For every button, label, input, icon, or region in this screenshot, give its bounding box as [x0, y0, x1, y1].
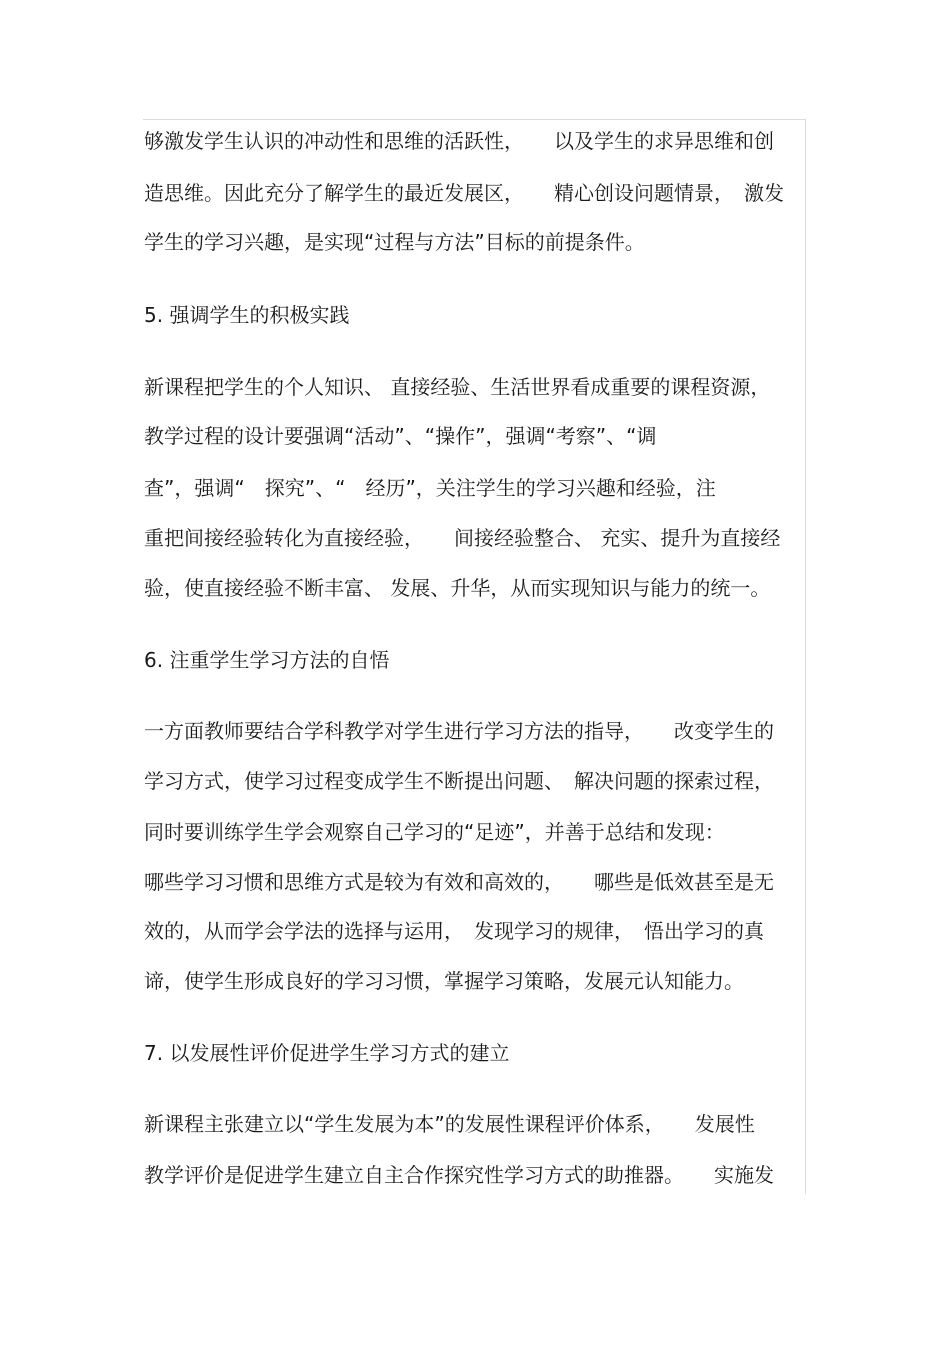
paragraph-line: 新课程主张建立以“学生发展为本”的发展性课程评价体系， 发展性 [144, 1112, 755, 1136]
paragraph-line: 哪些学习习惯和思维方式是较为有效和高效的， 哪些是低效甚至是无 [144, 870, 774, 894]
paragraph-line: 教学过程的设计要强调“活动”、“操作”，强调“考察”、“调 [144, 424, 657, 448]
section-heading-5: 5. 强调学生的积极实践 [144, 303, 350, 327]
paragraph-line: 同时要训练学生学会观察自己学习的“足迹”，并善于总结和发现： [144, 820, 725, 844]
paragraph-line: 一方面教师要结合学科教学对学生进行学习方法的指导， 改变学生的 [144, 719, 774, 743]
paragraph-line: 效的，从而学会学法的选择与运用， 发现学习的规律， 悟出学习的真 [144, 919, 764, 943]
paragraph-line: 谛，使学生形成良好的学习习惯，掌握学习策略，发展元认知能力。 [144, 969, 744, 993]
section-heading-6: 6. 注重学生学习方法的自悟 [144, 648, 390, 672]
paragraph-line: 学习方式，使学习过程变成学生不断提出问题、 解决问题的探索过程， [144, 769, 774, 793]
paragraph-line: 新课程把学生的个人知识、 直接经验、生活世界看成重要的课程资源， [144, 375, 771, 399]
paragraph-line: 造思维。因此充分了解学生的最近发展区， 精心创设问题情景， 激发 [144, 181, 784, 205]
paragraph-line: 查”，强调“ 探究”、“ 经历”，关注学生的学习兴趣和经验，注 [144, 476, 716, 500]
paragraph-line: 教学评价是促进学生建立自主合作探究性学习方式的助推器。 实施发 [144, 1163, 774, 1187]
paragraph-line: 验，使直接经验不断丰富、 发展、升华，从而实现知识与能力的统一。 [144, 576, 771, 600]
paragraph-line: 够激发学生认识的冲动性和思维的活跃性， 以及学生的求异思维和创 [144, 129, 774, 153]
paragraph-line: 重把间接经验转化为直接经验， 间接经验整合、 充实、提升为直接经 [144, 526, 781, 550]
paragraph-line: 学生的学习兴趣，是实现“过程与方法”目标的前提条件。 [144, 230, 645, 254]
section-heading-7: 7. 以发展性评价促进学生学习方式的建立 [144, 1041, 510, 1065]
